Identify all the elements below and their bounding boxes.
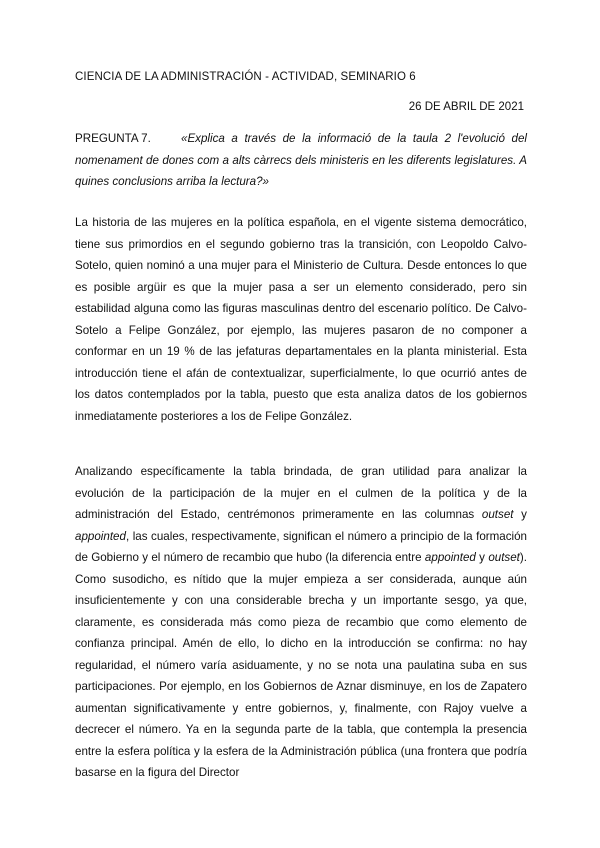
paragraph-analysis-text: ). Como susodicho, es nítido que la mujer empieza a ser considerada, aunque aún insuficientemente y con una considerable brecha y un importante sesgo, ya que, claramente, es considerada más como pieza de recambio que como elemento de confianza principal. Amén de ello, lo dicho en la introducción se confirma: no hay regularidad, el número varía asiduamente, y no se nota una paulatina suba en sus participaciones. Por ejemplo, en los Gobiernos de Aznar disminuye, en los de Zapatero aumentan significativamente y entre gobiernos, y, finalmente, con Rajoy vuelve a decrecer el número. Ya en la segunda parte de la tabla, que contempla la presencia entre la esfera política y la esfera de la Administración pública (una frontera que podría basarse en la figura del Director xyxy=(75,551,527,779)
question-text: «Explica a través de la informació de la taula 2 l'evolució del nomenament de dones com a alts càrrecs dels ministeris en les diferents legislatures. A quines conclusions arriba la lectura?» xyxy=(75,132,527,188)
paragraph-analysis xyxy=(75,461,527,784)
document-date: 26 DE ABRIL DE 2021 xyxy=(408,101,524,113)
paragraph-analysis-text: , las cuales, respectivamente, significan el número a principio de la formación de Gobierno y el número de recambio que hubo (la diferencia entre xyxy=(75,529,527,564)
paragraph-intro: La historia de las mujeres en la política española, en el vigente sistema democrático, tiene sus primordios en el segundo gobierno tras la transición, con Leopoldo Calvo-Sotelo, quien nominó a una mujer para el Ministerio de Cultura. Desde entonces lo que es posible argüir es que la mujer pasa a ser un elemento considerado, pero sin estabilidad alguna como las figuras masculinas dentro del escenario político. De Calvo-Sotelo a Felipe González, por ejemplo, las mujeres pasaron de no componer a conformar en un 19 % de las jefaturas departamentales en la planta ministerial. Esta introducción tiene el afán de contextualizar, superficialmente, lo que ocurrió antes de los datos contemplados por la tabla, puesto que esta analiza datos de los gobiernos inmediatamente posteriores a los de Felipe González. xyxy=(75,216,527,423)
paragraph-analysis-text: y xyxy=(513,508,527,521)
document-header: CIENCIA DE LA ADMINISTRACIÓN - ACTIVIDAD, SEMINARIO 6 xyxy=(75,71,416,83)
paragraph-analysis-text: y xyxy=(475,551,489,564)
term-appointed: appointed xyxy=(75,529,126,543)
term-appointed: appointed xyxy=(424,551,476,564)
question-label: PREGUNTA 7. xyxy=(75,132,151,145)
paragraph-analysis-text: Analizando específicamente la tabla brindada, de gran utilidad para analizar la evolución de la participación de la mujer en el culmen de la política y de la administración del Estado, centrémonos primeramente en las columnas xyxy=(75,465,527,521)
term-outset: outset xyxy=(481,508,514,521)
term-outset: outset xyxy=(488,551,520,564)
question-block xyxy=(75,128,527,193)
